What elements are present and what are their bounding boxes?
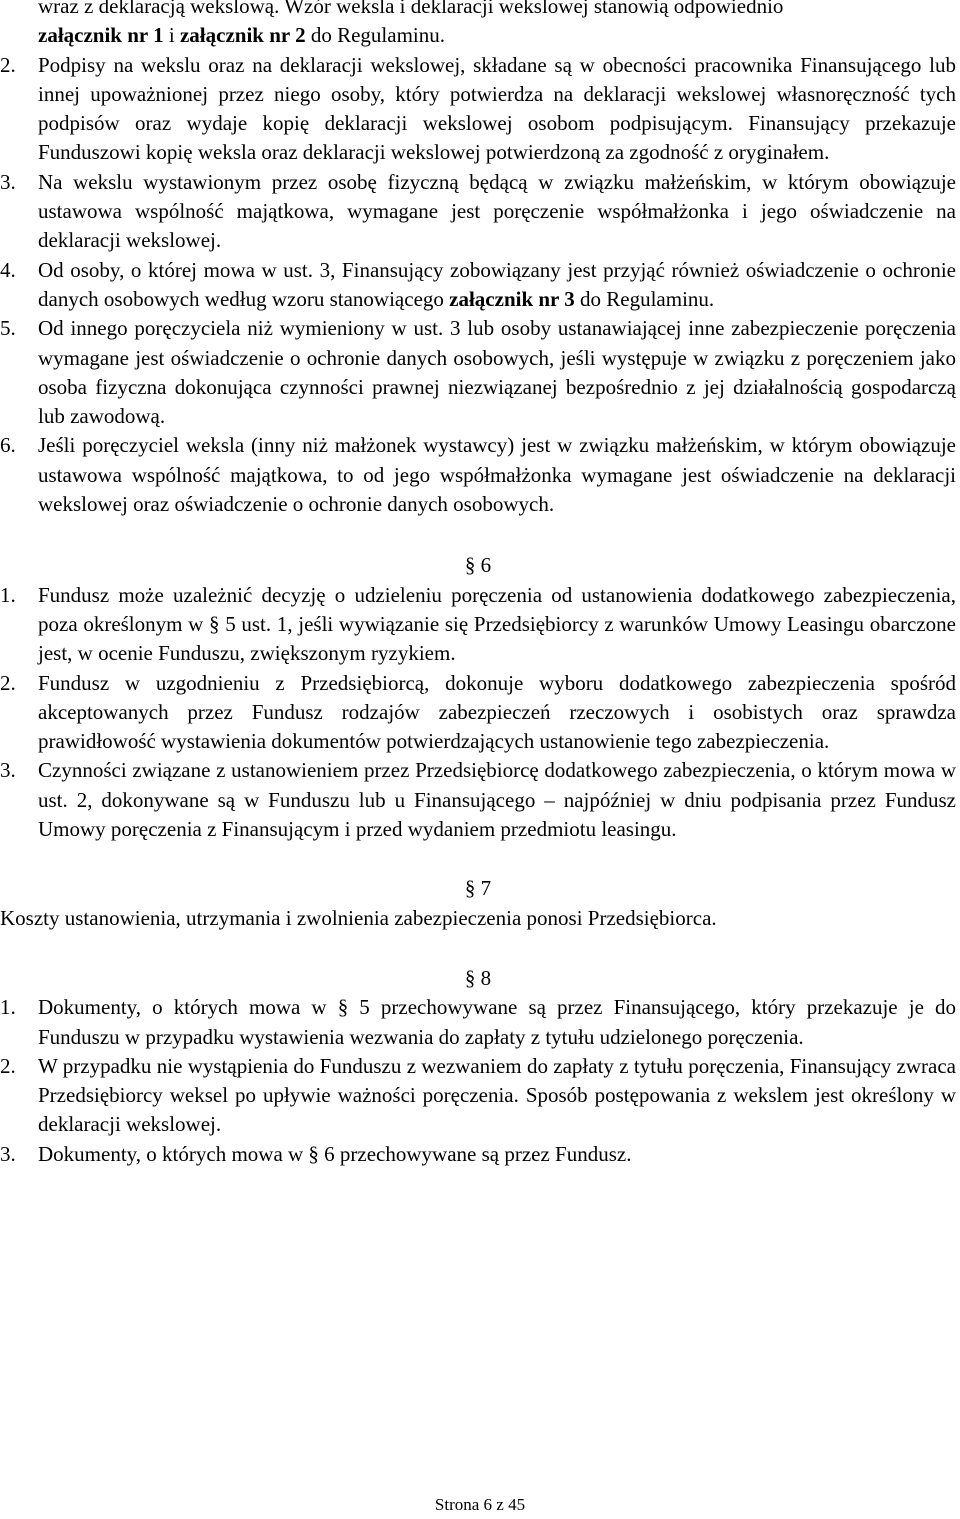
list-item bbox=[0, 431, 956, 519]
item-text: Fundusz może uzależnić decyzję o udzieleniu poręczenia od ustanowienia dodatkowego zabezpieczenia, poza określonym w § 5 ust. 1, jeśli wywiązanie się Przedsiębiorcy z warunków Umowy Leasingu obarczone jest, w ocenie Funduszu, zwiększonym ryzykiem. bbox=[38, 582, 956, 666]
list-item bbox=[0, 314, 956, 431]
list-item bbox=[0, 1140, 956, 1169]
page-footer bbox=[0, 1495, 960, 1515]
item-text: Czynności związane z ustanowieniem przez Przedsiębiorcę dodatkowego zabezpieczenia, o którym mowa w ust. 2, dokonywane są w Funduszu lub u Finansującego – najpóźniej w dniu podpisania przez Fundusz Umowy poręczenia z Finansującym i przed wydaniem przedmiotu leasingu. bbox=[38, 758, 956, 842]
item-number: 1. bbox=[0, 582, 16, 607]
item-text: Dokumenty, o których mowa w § 5 przechowywane są przez Finansującego, który przekazuje je do Funduszu w przypadku wystawienia wezwania do zapłaty z tytułu udzielonego poręczenia. bbox=[38, 995, 956, 1049]
list-item bbox=[0, 1052, 956, 1140]
list-item bbox=[0, 756, 956, 844]
section-7-text: Koszty ustanowienia, utrzymania i zwolnienia zabezpieczenia ponosi Przedsiębiorca. bbox=[0, 905, 717, 930]
section-heading-8: § 8 bbox=[464, 965, 492, 990]
item-text: W przypadku nie wystąpienia do Funduszu z wezwaniem do zapłaty z tytułu poręczenia, Finansujący zwraca Przedsiębiorcy weksel po upływie ważności poręczenia. Sposób postępowania z wekslem jest określony w deklaracji wekslowej. bbox=[38, 1053, 956, 1137]
list-item bbox=[0, 51, 956, 168]
item-text-part: Od osoby, o której mowa w ust. 3, Finansujący zobowiązany jest przyjąć również oświadczenie o ochronie danych osobowych według wzoru stanowiącego bbox=[38, 257, 956, 311]
continuation-line-1: wraz z deklaracją wekslową. Wzór weksla i deklaracji wekslowej stanowią odpowiednio bbox=[38, 0, 784, 18]
item-number: 5. bbox=[0, 316, 16, 341]
item-text bbox=[38, 256, 956, 315]
item-text: Fundusz w uzgodnieniu z Przedsiębiorcą, dokonuje wyboru dodatkowego zabezpieczenia spośród akceptowanych przez Fundusz rodzajów zabezpieczeń rzeczowych i osobistych oraz sprawdza prawidłowość wystawienia dokumentów potwierdzających ustanowienie tego zabezpieczenia. bbox=[38, 670, 956, 754]
list-item bbox=[0, 581, 956, 669]
attachment-1-ref: załącznik nr 1 bbox=[38, 23, 164, 48]
page-number: Strona 6 z 45 bbox=[434, 1495, 526, 1514]
item-number: 1. bbox=[0, 995, 16, 1020]
item-number: 2. bbox=[0, 52, 16, 77]
item-text: Od innego poręczyciela niż wymieniony w ust. 3 lub osoby ustanawiającej inne zabezpieczenie poręczenia wymagane jest oświadczenie o ochronie danych osobowych, jeśli występuje w związku z poręczeniem jako osoba fizyczna dokonująca czynności prawnej niezwiązanej bezpośrednio z jej działalnością gospodarczą lub zawodową. bbox=[38, 316, 956, 429]
section-heading-7: § 7 bbox=[464, 876, 492, 901]
section-heading-6: § 6 bbox=[464, 553, 492, 578]
item-text: Podpisy na wekslu oraz na deklaracji wekslowej, składane są w obecności pracownika Finansującego lub innej upoważnionej przez niego osoby, który potwierdza na deklaracji wekslowej własnoręczność tych podpisów oraz wydaje kopię deklaracji wekslowej osobom podpisującym. Finansujący przekazuje Funduszowi kopię weksla oraz deklaracji wekslowej potwierdzoną za zgodność z oryginałem. bbox=[38, 52, 956, 165]
item-number: 3. bbox=[0, 758, 16, 783]
attachment-2-ref: załącznik nr 2 bbox=[179, 23, 306, 48]
item-text: Dokumenty, o których mowa w § 6 przechowywane są przez Fundusz. bbox=[38, 1141, 632, 1166]
item-text-part: do Regulaminu. bbox=[574, 286, 715, 311]
item-text: Jeśli poręczyciel weksla (inny niż małżonek wystawcy) jest w związku małżeńskim, w którym obowiązuje ustawowa wspólność majątkowa, to od jego współmałżonka wymagane jest oświadczenie na deklaracji wekslowej oraz oświadczenie o ochronie danych osobowych. bbox=[38, 433, 956, 517]
list-item bbox=[0, 168, 956, 256]
item-number: 4. bbox=[0, 257, 16, 282]
list-item bbox=[0, 256, 956, 315]
item-text: Na wekslu wystawionym przez osobę fizyczną będącą w związku małżeńskim, w którym obowiązuje ustawowa wspólność majątkowa, wymagane jest poręczenie współmałżonka i jego oświadczenie na deklaracji wekslowej. bbox=[38, 169, 956, 253]
attachment-3-ref: załącznik nr 3 bbox=[449, 286, 575, 311]
item-number: 6. bbox=[0, 433, 16, 458]
item-number: 3. bbox=[0, 169, 16, 194]
item-number: 3. bbox=[0, 1141, 16, 1166]
list-item bbox=[0, 993, 956, 1052]
paragraph-continuation bbox=[0, 0, 956, 51]
list-item bbox=[0, 669, 956, 757]
continuation-connector: i bbox=[163, 23, 180, 48]
item-number: 2. bbox=[0, 1053, 16, 1078]
continuation-end: do Regulaminu. bbox=[305, 23, 445, 48]
item-number: 2. bbox=[0, 670, 16, 695]
